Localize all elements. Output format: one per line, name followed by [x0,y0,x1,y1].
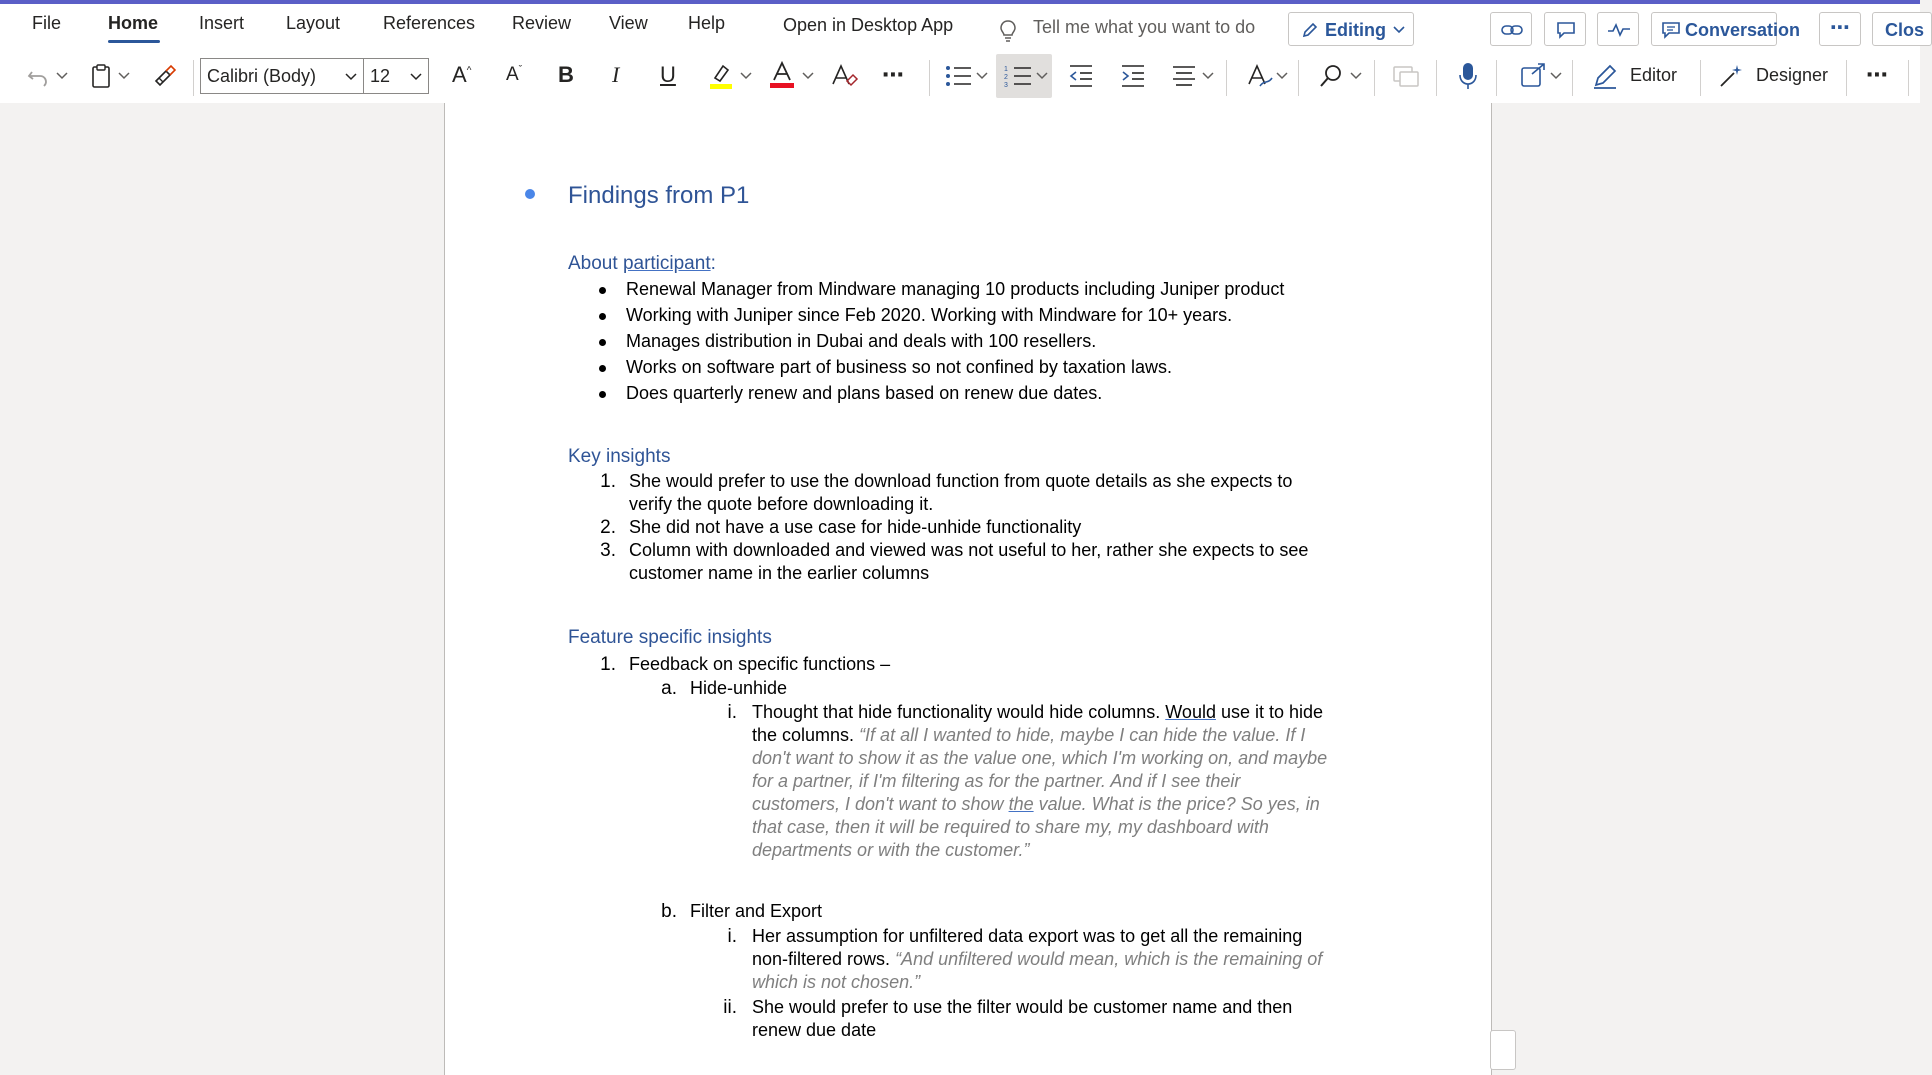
comment-icon [1556,21,1576,39]
list-roman: i. [727,702,737,723]
feature-detail-line: She would prefer to use the filter would be customer name and then [752,997,1293,1017]
home-ribbon [0,50,1920,104]
sensitivity-icon[interactable] [1520,62,1548,90]
chevron-down-icon[interactable] [1350,72,1362,80]
ribbon-separator [1298,60,1299,96]
ribbon-separator [1374,60,1375,96]
underline-icon[interactable]: U [660,62,676,87]
menu-help[interactable]: Help [688,13,726,33]
about-bullet: Manages distribution in Dubai and deals with 100 resellers. [626,331,1097,351]
share-link-button[interactable] [1490,12,1532,46]
feature-detail-line: Thought that hide functionality would hide columns. Would use it to hide [752,702,1324,722]
menu-bar [0,4,1925,50]
feature-detail-line: renew due date [752,1020,877,1040]
chevron-down-icon[interactable] [1276,72,1288,80]
scrollbar-thumb[interactable] [1490,1030,1516,1070]
format-painter-icon[interactable] [152,63,178,89]
ribbon-separator [1436,60,1437,96]
font-size-value: 12 [370,66,391,86]
chevron-down-icon[interactable] [118,72,130,80]
feature-detail-line: Her assumption for unfiltered data export was to get all the remaining [752,926,1303,946]
feature-detail-line: non-filtered rows. “And unfiltered would mean, which is the remaining of [752,949,1323,969]
about-bullet: Renewal Manager from Mindware managing 10 products including Juniper product [626,279,1285,299]
bullet-dot [599,339,606,346]
bullet-dot [599,287,606,294]
designer-button[interactable]: Designer [1756,65,1829,85]
list-number: 1. [600,471,616,492]
grow-font-icon[interactable]: A^ [452,62,472,87]
numbering-icon[interactable] [1004,64,1032,88]
editor-icon[interactable] [1592,63,1618,89]
clear-formatting-icon[interactable] [830,62,858,90]
font-name-dropdown[interactable] [200,58,364,94]
chevron-down-icon[interactable] [1550,72,1562,80]
quote-line: don't want to show it as the value one, which I'm working on, and maybe [752,748,1328,768]
quote-line: customers, I don't want to show the value. What is the price? So yes, in [752,794,1320,814]
increase-indent-icon[interactable] [1120,63,1146,89]
font-name-value: Calibri (Body) [207,66,317,86]
list-roman: ii. [723,997,737,1018]
feature-item: Feedback on specific functions – [629,654,891,674]
quote-line: that case, then it will be required to share my, my dashboard with [752,817,1269,837]
dictate-disabled-icon [1392,63,1420,89]
menu-view[interactable]: View [609,13,648,33]
about-bullet: Does quarterly renew and plans based on renew due dates. [626,383,1103,403]
menu-review[interactable]: Review [512,13,572,33]
svg-text:3: 3 [1004,82,1008,89]
svg-text:1: 1 [1004,66,1008,73]
find-icon[interactable] [1318,63,1344,89]
comments-button[interactable] [1544,12,1586,46]
ribbon-separator [929,60,930,96]
editing-label: Editing [1325,20,1386,40]
chevron-down-icon[interactable] [56,72,68,80]
about-bullet: Working with Juniper since Feb 2020. Working with Mindware for 10+ years. [626,305,1233,325]
doc-title: Findings from P1 [568,182,750,209]
clipboard-icon[interactable] [90,63,112,89]
activity-icon [1607,22,1631,38]
quote-line: for a partner, if I'm filtering as for the partner. And if I see their [752,771,1241,791]
key-insight-line: She would prefer to use the download function from quote details as she expects to [629,471,1293,491]
list-letter: a. [661,678,677,699]
designer-icon[interactable] [1718,63,1744,89]
key-insight-line: verify the quote before downloading it. [629,494,934,514]
ribbon-separator [193,60,194,96]
close-button[interactable] [1872,12,1932,46]
svg-text:2: 2 [1004,74,1008,81]
chevron-down-icon[interactable] [740,72,752,80]
title-bullet [525,189,535,199]
more-font-options-icon[interactable]: ⋯ [882,62,904,87]
conversation-button[interactable] [1651,12,1801,46]
list-roman: i. [727,926,737,947]
font-size-dropdown[interactable] [363,58,429,94]
more-options-button[interactable] [1819,12,1861,46]
chevron-down-icon[interactable] [976,72,988,80]
conversation-label: Conversation [1685,20,1801,40]
font-color-icon[interactable] [768,60,796,90]
ribbon-separator [1572,60,1573,96]
highlight-icon[interactable] [708,62,734,90]
bullet-dot [599,365,606,372]
open-desktop-app[interactable]: Open in Desktop App [783,15,954,35]
key-insight-line: Column with downloaded and viewed was not useful to her, rather she expects to see [629,540,1309,560]
menu-insert[interactable]: Insert [199,13,245,33]
menu-file[interactable]: File [32,13,62,33]
pencil-icon [1301,21,1319,39]
key-insights-heading: Key insights [568,446,671,467]
styles-icon[interactable] [1246,62,1274,90]
list-number: 1. [600,654,616,675]
chevron-down-icon[interactable] [1202,72,1214,80]
active-tab-indicator [108,40,160,43]
about-bullet: Works on software part of business so not confined by taxation laws. [626,357,1172,377]
align-icon[interactable] [1171,63,1197,89]
close-label: Clos [1885,20,1925,40]
editing-mode-button[interactable] [1288,12,1414,46]
chat-icon [1661,21,1681,39]
list-letter: b. [661,901,677,922]
list-number: 3. [600,540,616,561]
chevron-down-icon[interactable] [802,72,814,80]
about-heading: About participant: [568,253,716,274]
menu-references[interactable]: References [383,13,476,33]
menu-layout[interactable]: Layout [286,13,341,33]
chevron-down-icon [345,73,357,81]
bold-icon[interactable]: B [558,62,574,87]
quote-line: departments or with the customer.” [752,840,1030,860]
bullet-dot [599,391,606,398]
italic-icon[interactable]: I [612,62,620,87]
quote-line: which is not chosen.” [752,972,921,992]
feature-insights-heading: Feature specific insights [568,627,772,648]
ribbon-separator [1908,60,1909,96]
more-ribbon-icon[interactable]: ⋯ [1866,62,1888,87]
menu-home[interactable]: Home [108,13,159,33]
chevron-down-icon [1393,25,1405,35]
bullet-dot [599,313,606,320]
more-icon: ⋯ [1830,17,1850,39]
key-insight-line: She did not have a use case for hide-unhide functionality [629,517,1082,537]
chevron-down-icon[interactable] [1036,72,1048,80]
bullets-icon[interactable] [944,64,972,88]
ribbon-separator [1700,60,1701,96]
shrink-font-icon[interactable]: $A^ˇ$ [506,64,523,85]
tell-me-search[interactable]: Tell me what you want to do [1033,17,1256,37]
key-insight-line: customer name in the earlier columns [629,563,930,583]
feature-subitem: Hide-unhide [690,678,788,698]
decrease-indent-icon[interactable] [1068,63,1094,89]
chevron-down-icon [410,73,422,81]
feature-detail-line: the columns. “If at all I wanted to hide, maybe I can hide the value. If I [752,725,1306,745]
ribbon-separator [1846,60,1847,96]
ribbon-separator [1496,60,1497,96]
feature-subitem: Filter and Export [690,901,823,921]
lightbulb-icon [998,19,1018,43]
list-number: 2. [600,517,616,538]
editor-button[interactable]: Editor [1630,65,1678,85]
undo-icon[interactable] [26,64,50,88]
activity-button[interactable] [1597,12,1639,46]
link-icon [1501,21,1523,39]
microphone-icon[interactable] [1458,61,1478,91]
ribbon-separator [1226,60,1227,96]
